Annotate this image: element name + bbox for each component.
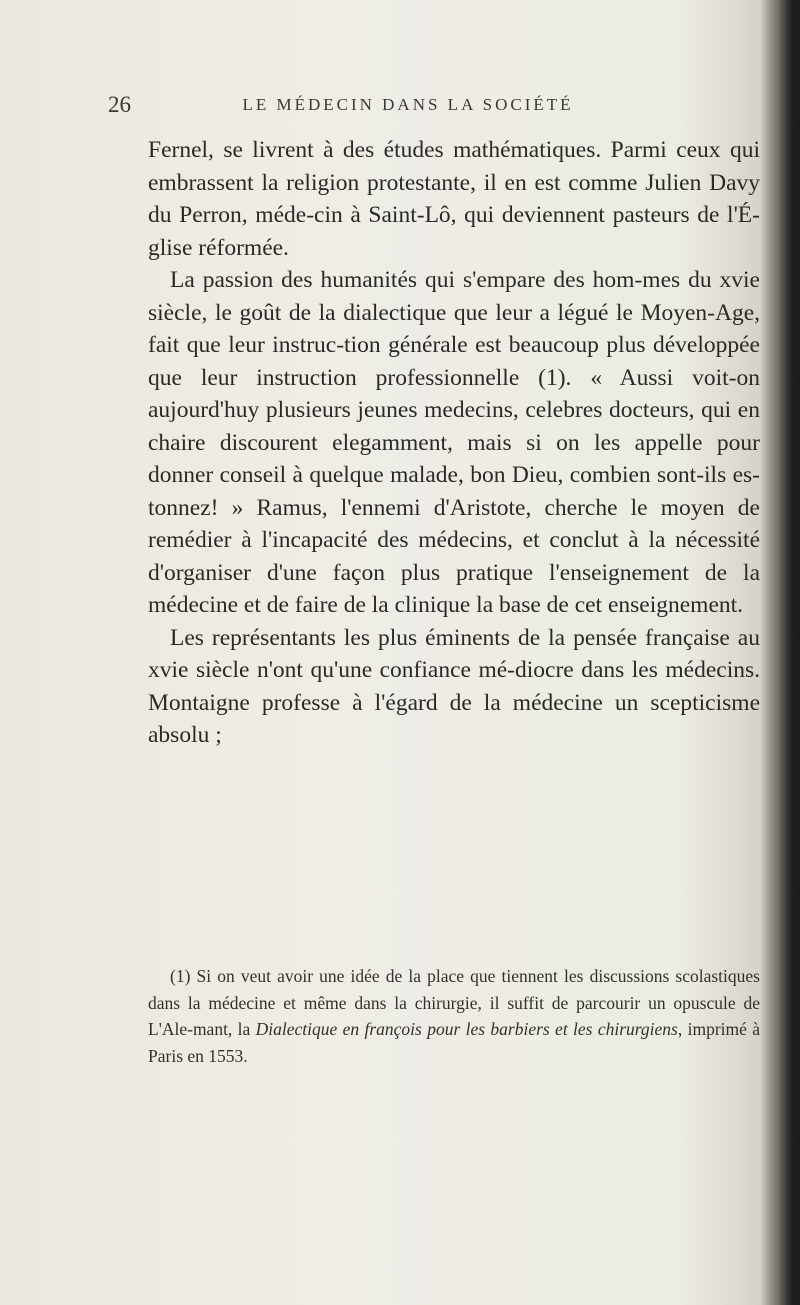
paragraph-2: La passion des humanités qui s'empare des hom-mes du xvie siècle, le goût de la dialectique que leur a légué le Moyen-Age, fait que leur instruc-tion générale est beaucoup plus développée que leur instruction professionnelle (1). « Aussi voit-on aujourd'huy plusieurs jeunes medecins, celebres docteurs, qui en chaire discourent elegamment, mais si on les appelle pour donner conseil à quelque malade, bon Dieu, combien sont-ils es-tonnez! » Ramus, l'ennemi d'Aristote, cherche le moyen de remédier à l'incapacité des médecins, et conclut à la nécessité d'organiser d'une façon plus pratique l'enseignement de la médecine et de faire de la clinique la base de cet enseignement. [148,267,760,618]
footnote-tail: , imprimé à Paris en 1553. [148,1019,761,1066]
footnote-book-title: Dialectique en françois pour les barbiers et les chirurgiens [255,1019,678,1039]
paragraph-3: Les représentants les plus éminents de la pensée française au xvie siècle n'ont qu'une confiance mé-diocre dans les médecins. Montaigne professe à l'égard de la médecine un scepticisme absolu ; [148,624,760,748]
body-text [148,134,760,752]
footnote-1 [148,963,760,1069]
page-header [108,92,768,122]
paragraph-1: Fernel, se livrent à des études mathématiques. Parmi ceux qui embrassent la religion protestante, il en est comme Julien Davy du Perron, méde-cin à Saint-Lô, qui deviennent pasteurs de l'É-glise réformée. [148,137,760,261]
page-number: 26 [108,92,131,117]
page-gutter-shadow [760,0,800,1305]
footnote-lead: (1) Si on veut avoir une idée de la place que tiennent les discussions scolastiques dans la médecine et même dans la chirurgie, il suffit de parcourir un opuscule de L'Ale-mant, la [148,966,760,1039]
running-title: LE MÉDECIN DANS LA SOCIÉTÉ [242,95,574,114]
footnote [148,963,760,1069]
